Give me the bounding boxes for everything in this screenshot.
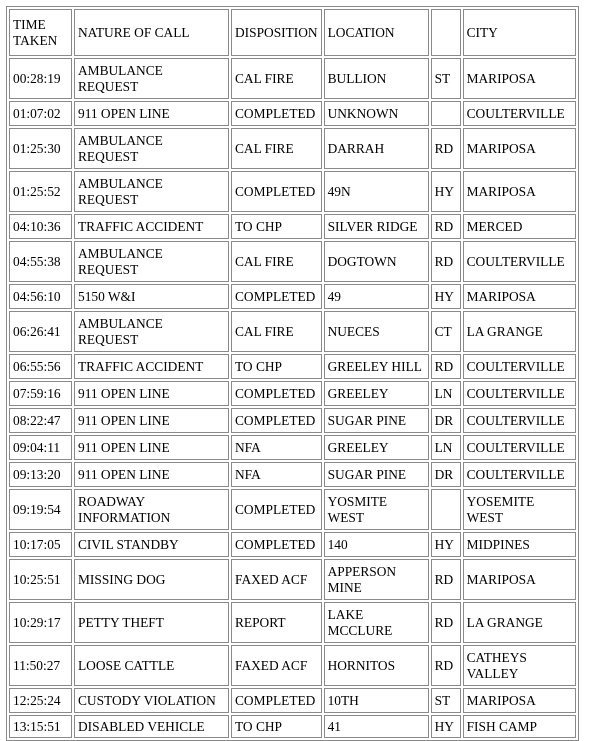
- cell-city: COULTERVILLE: [463, 101, 576, 126]
- cell-disposition: COMPLETED: [231, 489, 322, 530]
- cell-city: MARIPOSA: [463, 128, 576, 169]
- cell-time: 04:10:36: [9, 214, 72, 239]
- cell-location: SILVER RIDGE: [324, 214, 429, 239]
- cell-time: 10:17:05: [9, 532, 72, 557]
- cell-location: GREELEY: [324, 381, 429, 406]
- cell-disposition: COMPLETED: [231, 381, 322, 406]
- table-row: [9, 435, 576, 460]
- cell-city: MARIPOSA: [463, 284, 576, 309]
- header-location: LOCATION: [324, 9, 429, 56]
- cell-city: COULTERVILLE: [463, 354, 576, 379]
- cell-nature: 911 OPEN LINE: [74, 462, 229, 487]
- cell-time: 08:22:47: [9, 408, 72, 433]
- cell-nature: 911 OPEN LINE: [74, 408, 229, 433]
- table-row: [9, 532, 576, 557]
- cell-location: BULLION: [324, 58, 429, 99]
- table-row: [9, 715, 576, 738]
- cell-nature: CIVIL STANDBY: [74, 532, 229, 557]
- table-row: [9, 101, 576, 126]
- cell-time: 04:55:38: [9, 241, 72, 282]
- cell-city: LA GRANGE: [463, 602, 576, 643]
- cell-disposition: TO CHP: [231, 354, 322, 379]
- header-nature-of-call: NATURE OF CALL: [74, 9, 229, 56]
- cell-disposition: CAL FIRE: [231, 128, 322, 169]
- cell-location: GREELEY: [324, 435, 429, 460]
- cell-location: 49: [324, 284, 429, 309]
- cell-disposition: COMPLETED: [231, 688, 322, 713]
- cell-disposition: COMPLETED: [231, 171, 322, 212]
- cell-location: APPERSON MINE: [324, 559, 429, 600]
- cell-nature: CUSTODY VIOLATION: [74, 688, 229, 713]
- cell-nature: TRAFFIC ACCIDENT: [74, 214, 229, 239]
- cell-disposition: NFA: [231, 435, 322, 460]
- cell-time: 04:56:10: [9, 284, 72, 309]
- cell-suffix: LN: [431, 435, 461, 460]
- cell-suffix: RD: [431, 602, 461, 643]
- table-row: [9, 462, 576, 487]
- cell-time: 01:25:30: [9, 128, 72, 169]
- table-row: [9, 58, 576, 99]
- cell-time: 10:29:17: [9, 602, 72, 643]
- cell-disposition: TO CHP: [231, 214, 322, 239]
- table-row: [9, 128, 576, 169]
- cell-location: SUGAR PINE: [324, 462, 429, 487]
- cell-nature: DISABLED VEHICLE: [74, 715, 229, 738]
- cell-city: MARIPOSA: [463, 559, 576, 600]
- table-row: [9, 214, 576, 239]
- cell-suffix: HY: [431, 715, 461, 738]
- cell-location: NUECES: [324, 311, 429, 352]
- table-row: [9, 171, 576, 212]
- cell-location: UNKNOWN: [324, 101, 429, 126]
- table-row: [9, 559, 576, 600]
- cell-disposition: NFA: [231, 462, 322, 487]
- cell-city: MARIPOSA: [463, 58, 576, 99]
- cell-disposition: FAXED ACF: [231, 559, 322, 600]
- cell-city: MERCED: [463, 214, 576, 239]
- cell-suffix: HY: [431, 171, 461, 212]
- cell-suffix: CT: [431, 311, 461, 352]
- cell-time: 07:59:16: [9, 381, 72, 406]
- cell-suffix: ST: [431, 688, 461, 713]
- cell-time: 13:15:51: [9, 715, 72, 738]
- cell-time: 01:25:52: [9, 171, 72, 212]
- cell-nature: AMBULANCE REQUEST: [74, 171, 229, 212]
- cell-disposition: COMPLETED: [231, 408, 322, 433]
- header-row: [9, 9, 576, 56]
- cell-location: HORNITOS: [324, 645, 429, 686]
- cell-suffix: LN: [431, 381, 461, 406]
- cell-suffix: RD: [431, 354, 461, 379]
- cell-location: 49N: [324, 171, 429, 212]
- cell-suffix: RD: [431, 559, 461, 600]
- cell-suffix: RD: [431, 645, 461, 686]
- cell-time: 09:04:11: [9, 435, 72, 460]
- table-row: [9, 284, 576, 309]
- cell-city: MARIPOSA: [463, 171, 576, 212]
- cell-city: MIDPINES: [463, 532, 576, 557]
- cell-disposition: FAXED ACF: [231, 645, 322, 686]
- cell-location: GREELEY HILL: [324, 354, 429, 379]
- cell-nature: 5150 W&I: [74, 284, 229, 309]
- cell-disposition: CAL FIRE: [231, 311, 322, 352]
- cell-suffix: RD: [431, 214, 461, 239]
- cell-location: 10TH: [324, 688, 429, 713]
- cell-location: DARRAH: [324, 128, 429, 169]
- cell-city: LA GRANGE: [463, 311, 576, 352]
- cell-nature: TRAFFIC ACCIDENT: [74, 354, 229, 379]
- cell-suffix: RD: [431, 128, 461, 169]
- cell-time: 11:50:27: [9, 645, 72, 686]
- cell-city: CATHEYS VALLEY: [463, 645, 576, 686]
- cell-nature: MISSING DOG: [74, 559, 229, 600]
- table-row: [9, 408, 576, 433]
- cell-city: COULTERVILLE: [463, 408, 576, 433]
- table-row: [9, 381, 576, 406]
- cell-location: DOGTOWN: [324, 241, 429, 282]
- cell-suffix: RD: [431, 241, 461, 282]
- cell-time: 09:13:20: [9, 462, 72, 487]
- cell-city: COULTERVILLE: [463, 241, 576, 282]
- cell-location: YOSMITE WEST: [324, 489, 429, 530]
- cell-nature: 911 OPEN LINE: [74, 101, 229, 126]
- cell-location: 41: [324, 715, 429, 738]
- header-disposition: DISPOSITION: [231, 9, 322, 56]
- cell-disposition: COMPLETED: [231, 532, 322, 557]
- cell-city: FISH CAMP: [463, 715, 576, 738]
- cell-location: 140: [324, 532, 429, 557]
- cell-disposition: CAL FIRE: [231, 58, 322, 99]
- cell-disposition: REPORT: [231, 602, 322, 643]
- cell-time: 09:19:54: [9, 489, 72, 530]
- cell-time: 06:55:56: [9, 354, 72, 379]
- cell-nature: LOOSE CATTLE: [74, 645, 229, 686]
- cell-time: 00:28:19: [9, 58, 72, 99]
- call-log-table: [6, 6, 579, 741]
- header-city: CITY: [463, 9, 576, 56]
- cell-location: LAKE MCCLURE: [324, 602, 429, 643]
- cell-disposition: COMPLETED: [231, 284, 322, 309]
- cell-disposition: CAL FIRE: [231, 241, 322, 282]
- table-row: [9, 489, 576, 530]
- header-suffix: [431, 9, 461, 56]
- cell-nature: 911 OPEN LINE: [74, 381, 229, 406]
- cell-city: COULTERVILLE: [463, 435, 576, 460]
- cell-city: MARIPOSA: [463, 688, 576, 713]
- cell-nature: ROADWAY INFORMATION: [74, 489, 229, 530]
- cell-nature: 911 OPEN LINE: [74, 435, 229, 460]
- cell-time: 01:07:02: [9, 101, 72, 126]
- cell-city: COULTERVILLE: [463, 381, 576, 406]
- cell-city: YOSEMITE WEST: [463, 489, 576, 530]
- cell-suffix: HY: [431, 532, 461, 557]
- header-time-taken: TIME TAKEN: [9, 9, 72, 56]
- table-row: [9, 602, 576, 643]
- cell-nature: AMBULANCE REQUEST: [74, 58, 229, 99]
- cell-disposition: COMPLETED: [231, 101, 322, 126]
- cell-location: SUGAR PINE: [324, 408, 429, 433]
- cell-time: 06:26:41: [9, 311, 72, 352]
- cell-suffix: HY: [431, 284, 461, 309]
- cell-suffix: DR: [431, 408, 461, 433]
- cell-disposition: TO CHP: [231, 715, 322, 738]
- cell-suffix: ST: [431, 58, 461, 99]
- cell-suffix: DR: [431, 462, 461, 487]
- cell-city: COULTERVILLE: [463, 462, 576, 487]
- table-row: [9, 241, 576, 282]
- table-row: [9, 311, 576, 352]
- cell-suffix: [431, 489, 461, 530]
- cell-nature: AMBULANCE REQUEST: [74, 241, 229, 282]
- cell-nature: PETTY THEFT: [74, 602, 229, 643]
- table-row: [9, 688, 576, 713]
- cell-time: 12:25:24: [9, 688, 72, 713]
- cell-nature: AMBULANCE REQUEST: [74, 311, 229, 352]
- cell-suffix: [431, 101, 461, 126]
- cell-nature: AMBULANCE REQUEST: [74, 128, 229, 169]
- cell-time: 10:25:51: [9, 559, 72, 600]
- table-row: [9, 354, 576, 379]
- table-row: [9, 645, 576, 686]
